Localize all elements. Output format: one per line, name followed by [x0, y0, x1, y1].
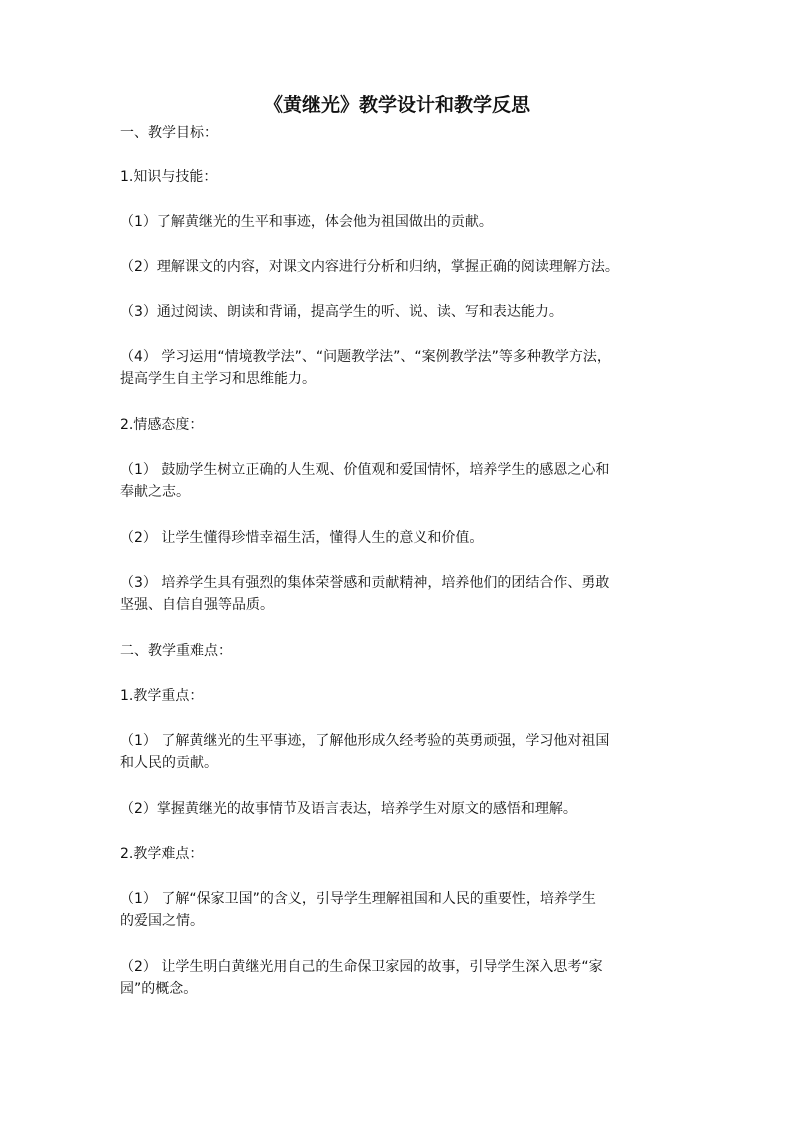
emotion-item-3 [120, 572, 680, 616]
knowledge-item-4-line-2: 提高学生自主学习和思维能力。 [120, 371, 316, 387]
difficult-point-item-1-line-2: 的爱国之情。 [120, 913, 204, 929]
section-heading-objectives: 一、教学目标： [120, 125, 218, 141]
knowledge-item-3: （3）通过阅读、朗读和背诵，提高学生的听、说、读、写和表达能力。 [120, 304, 563, 320]
emotion-item-3-line-2: 坚强、自信自强等品质。 [120, 597, 274, 613]
subheading-key-points: 1.教学重点： [120, 688, 204, 704]
section-heading-key-difficult: 二、教学重难点： [120, 643, 232, 659]
subheading-difficult-points: 2.教学难点： [120, 846, 204, 862]
knowledge-item-4 [120, 346, 680, 390]
emotion-item-1-line-2: 奉献之志。 [120, 484, 190, 500]
difficult-point-item-2-line-2: 园”的概念。 [120, 981, 198, 997]
emotion-item-1-line-1: （1） 鼓励学生树立正确的人生观、价值观和爱国情怀，培养学生的感恩之心和 [120, 462, 610, 478]
subheading-knowledge-skills: 1.知识与技能： [120, 169, 218, 185]
key-point-item-1 [120, 730, 680, 774]
difficult-point-item-1-line-1: （1） 了解“保家卫国”的含义，引导学生理解祖国和人民的重要性，培养学生 [120, 891, 596, 907]
key-point-item-2: （2）掌握黄继光的故事情节及语言表达，培养学生对原文的感悟和理解。 [120, 801, 577, 817]
difficult-point-item-1 [120, 888, 680, 932]
difficult-point-item-2-line-1: （2） 让学生明白黄继光用自己的生命保卫家园的故事，引导学生深入思考“家 [120, 959, 603, 975]
knowledge-item-1: （1）了解黄继光的生平和事迹，体会他为祖国做出的贡献。 [120, 214, 493, 230]
emotion-item-1 [120, 459, 680, 503]
document-title: 《黄继光》教学设计和教学反思 [263, 94, 530, 116]
knowledge-item-2: （2）理解课文的内容，对课文内容进行分析和归纳，掌握正确的阅读理解方法。 [120, 259, 619, 275]
knowledge-item-4-line-1: （4） 学习运用“情境教学法”、“问题教学法”、“案例教学法”等多种教学方法， [120, 349, 611, 365]
key-point-item-1-line-1: （1） 了解黄继光的生平事迹，了解他形成久经考验的英勇顽强，学习他对祖国 [120, 733, 610, 749]
key-point-item-1-line-2: 和人民的贡献。 [120, 755, 218, 771]
difficult-point-item-2 [120, 956, 680, 1000]
emotion-item-3-line-1: （3） 培养学生具有强烈的集体荣誉感和贡献精神，培养他们的团结合作、勇敢 [120, 575, 610, 591]
emotion-item-2: （2） 让学生懂得珍惜幸福生活，懂得人生的意义和价值。 [120, 530, 484, 546]
subheading-emotion-attitude: 2.情感态度： [120, 417, 204, 433]
